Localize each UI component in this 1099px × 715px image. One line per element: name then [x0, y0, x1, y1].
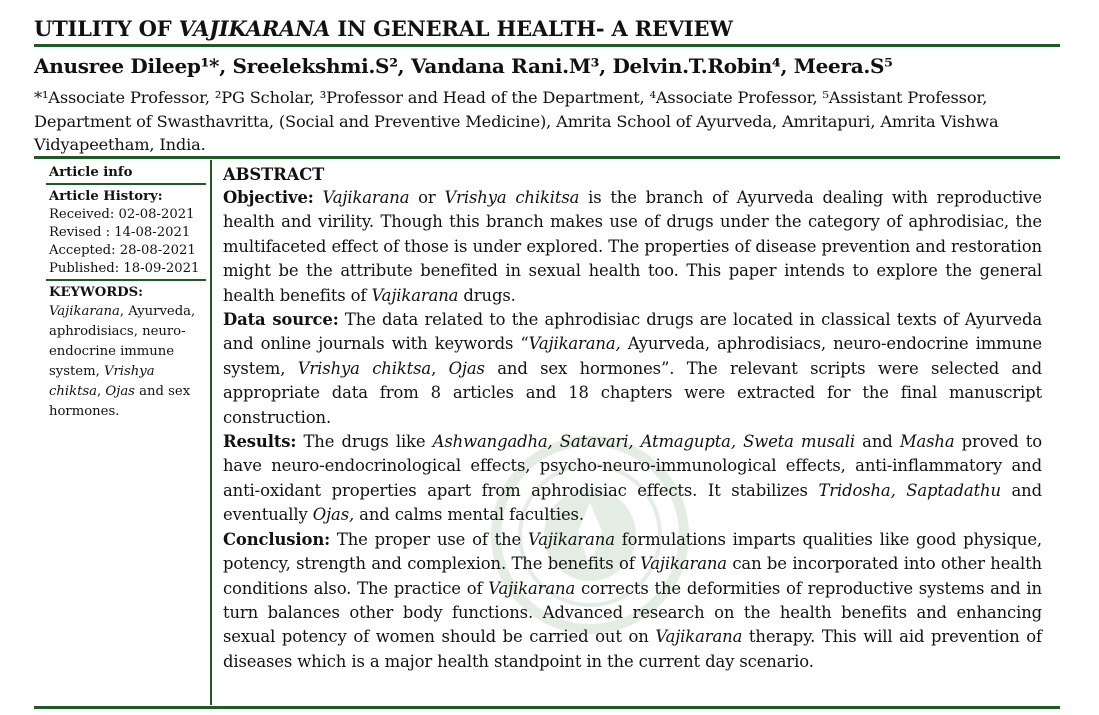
- keywords-list: Vajikarana, Ayurveda, aphrodisiacs, neuro-endocrine immune system, Vrishya chiktsa, Ojas and sex hormones.: [49, 304, 196, 419]
- keywords-divider: [46, 279, 206, 281]
- article-info-divider: [46, 183, 206, 185]
- keywords-heading: KEYWORDS:: [49, 285, 144, 300]
- article-info-panel: [49, 164, 205, 422]
- paper-page: [34, 0, 1060, 715]
- results-paragraph: Results: The drugs like Ashwangadha, Satavari, Atmagupta, Sweta musali and Masha proved to have neuro-endocrinological effects, psycho-neuro-immunological effects, anti-inflammatory and anti-oxidant properties apart from aphrodisiac effects. It stabilizes Tridosha, Saptadathu and eventually Ojas, and calms mental faculties.: [223, 432, 1042, 525]
- article-info-heading: Article info: [49, 165, 133, 180]
- author-list: Anusree Dileep¹*, Sreelekshmi.S², Vandana Rani.M³, Delvin.T.Robin⁴, Meera.S⁵: [34, 54, 893, 78]
- objective-paragraph: Objective: Vajikarana or Vrishya chikitsa is the branch of Ayurveda dealing with reproductive health and virility. Though this branch makes use of drugs under the category of aphrodisiac, the multifaceted effect of those is under explored. The properties of disease prevention and restoration might be the attribute benefited in sexual health too. This paper intends to explore the general health benefits of Vajikarana drugs.: [223, 188, 1042, 305]
- data-source-paragraph: Data source: The data related to the aphrodisiac drugs are located in classical texts of Ayurveda and online journals with keywords “Vajikarana, Ayurveda, aphrodisiacs, neuro-endocrine immune system, Vrishya chiktsa, Ojas and sex hormones”. The relevant scripts were selected and appropriate data from 8 articles and 18 chapters were extracted for the final manuscript construction.: [223, 310, 1042, 427]
- accepted-date: Accepted: 28-08-2021: [49, 243, 196, 258]
- column-divider: [210, 160, 212, 705]
- conclusion-paragraph: Conclusion: The proper use of the Vajikarana formulations imparts qualities like good physique, potency, strength and complexion. The benefits of Vajikarana can be incorporated into other health conditions also. The practice of Vajikarana corrects the deformities of reproductive systems and in turn balances other body functions. Advanced research on the health benefits and enhancing sexual potency of women should be carried out on Vajikarana therapy. This will aid prevention of diseases which is a major health standpoint in the current day scenario.: [223, 529, 1042, 671]
- title-divider: [34, 44, 1060, 47]
- article-history-heading: Article History:: [49, 189, 163, 204]
- header-divider: [34, 156, 1060, 159]
- abstract-heading: ABSTRACT: [223, 165, 325, 184]
- abstract-section: [223, 164, 1042, 674]
- received-date: Received: 02-08-2021: [49, 207, 195, 222]
- published-date: Published: 18-09-2021: [49, 261, 200, 276]
- footer-divider: [34, 706, 1060, 709]
- affiliation: *¹Associate Professor, ²PG Scholar, ³Professor and Head of the Department, ⁴Associate Professor, ⁵Assistant Professor, Department of Swasthavritta, (Social and Preventive Medicine), Amrita School of Ayurveda, Amritapuri, Amrita Vishwa Vidyapeetham, India.: [34, 88, 999, 155]
- paper-title: UTILITY OF VAJIKARANA IN GENERAL HEALTH- A REVIEW: [34, 16, 733, 41]
- revised-date: Revised : 14-08-2021: [49, 225, 191, 240]
